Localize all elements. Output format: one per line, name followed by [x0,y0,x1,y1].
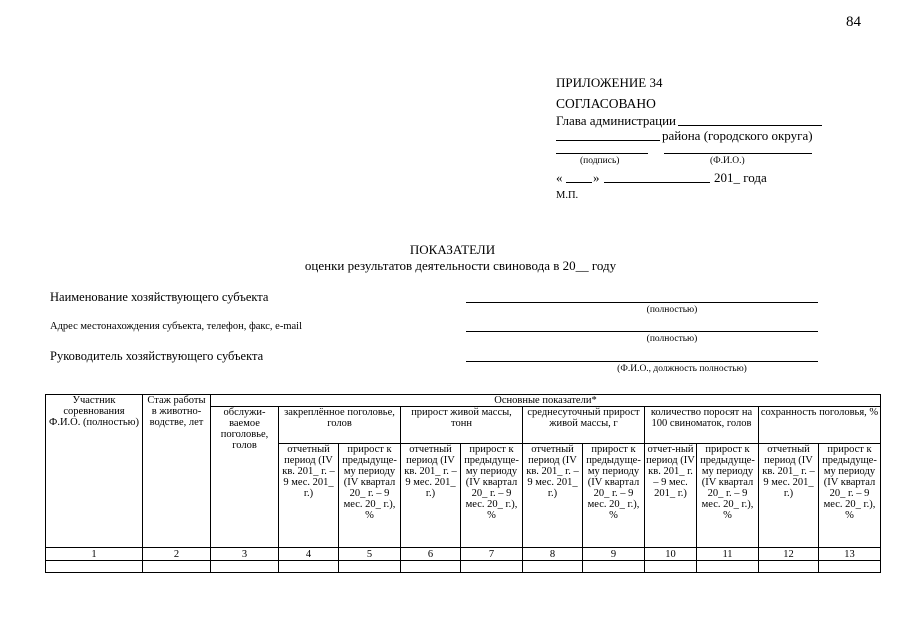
header-experience: Стаж работы в животно-водстве, лет [143,395,211,548]
seal-label: М.П. [556,190,579,201]
subheader-growth: прирост к предыдуще-му периоду (IV квартал 20_ г. – 9 мес. 20_ г.), % [697,444,759,548]
header-group-daily-gain: среднесуточный прирост живой массы, г [523,407,645,444]
header-main-indicators: Основные показатели* [211,395,881,407]
empty-cell [697,561,759,573]
fio-line [664,153,812,154]
column-number: 11 [697,548,759,561]
column-number: 7 [461,548,523,561]
empty-cell [523,561,583,573]
subheader-growth: прирост к предыдуще-му периоду (IV квартал 20_ г. – 9 мес. 20_ г.), % [583,444,645,548]
signature-hint: (подпись) [580,156,620,166]
head-line [466,361,818,362]
signature-line [556,153,648,154]
date-close-quote: » [593,170,600,185]
address-label: Адрес местонахождения субъекта, телефон, факс, e-mail [50,321,303,332]
subheader-reporting: отчетный период (IV кв. 201_ г. – 9 мес. 201_ г.) [279,444,339,548]
column-number: 10 [645,548,697,561]
empty-cell [461,561,523,573]
district-label: района (городского округа) [662,128,813,143]
column-number: 13 [819,548,881,561]
subheader-growth: прирост к предыдуще-му периоду (IV квартал 20_ г. – 9 мес. 20_ г.), % [819,444,881,548]
date-month-line [604,182,710,183]
empty-cell [401,561,461,573]
column-number: 4 [279,548,339,561]
entity-name-line [466,302,818,303]
subheader-reporting: отчет-ный период (IV кв. 201_ г. – 9 мес. 201_ г.) [645,444,697,548]
column-number: 2 [143,548,211,561]
subheader-growth: прирост к предыдуще-му периоду (IV квартал 20_ г. – 9 мес. 20_ г.), % [461,444,523,548]
head-hint: (Ф.И.О., должность полностью) [617,364,747,374]
column-number: 5 [339,548,401,561]
empty-cell [211,561,279,573]
empty-cell [645,561,697,573]
empty-cell [819,561,881,573]
header-group-piglets: количество поросят на 100 свиноматок, голов [645,407,759,444]
head-label: Руководитель хозяйствующего субъекта [50,349,264,363]
entity-name-hint: (полностью) [646,305,698,315]
empty-cell [46,561,143,573]
subheader-reporting: отчетный период (IV кв. 201_ г. – 9 мес. 201_ г.) [401,444,461,548]
district-line [556,140,660,141]
header-serviced: обслужи-ваемое поголовье, голов [211,407,279,548]
indicators-table [45,394,881,573]
head-admin-label: Глава администрации [556,113,677,128]
agreed-label: СОГЛАСОВАНО [556,96,656,111]
header-group-weight-gain: прирост живой массы, тонн [401,407,523,444]
document-subtitle: оценки результатов деятельности свиновода в 20__ году [304,258,617,273]
document-title: ПОКАЗАТЕЛИ [409,242,496,257]
column-number: 9 [583,548,645,561]
header-group-assigned: закреплённое поголовье, голов [279,407,401,444]
column-number: 1 [46,548,143,561]
fio-hint: (Ф.И.О.) [710,156,745,166]
head-admin-line [678,125,822,126]
column-number: 3 [211,548,279,561]
subheader-reporting: отчетный период (IV кв. 201_ г. – 9 мес. 201_ г.) [759,444,819,548]
subheader-growth: прирост к предыдуще-му периоду (IV квартал 20_ г. – 9 мес. 20_ г.), % [339,444,401,548]
date-day-line [566,182,592,183]
date-open-quote: « [556,170,563,185]
column-number: 6 [401,548,461,561]
empty-cell [583,561,645,573]
empty-cell [759,561,819,573]
column-number: 12 [759,548,819,561]
date-year: 201_ года [714,170,767,185]
empty-cell [143,561,211,573]
address-line [466,331,818,332]
header-group-safety: сохранность поголовья, % [759,407,881,444]
appendix-label: ПРИЛОЖЕНИЕ 34 [556,75,663,90]
subheader-reporting: отчетный период (IV кв. 201_ г. – 9 мес. 201_ г.) [523,444,583,548]
entity-name-label: Наименование хозяйствующего субъекта [50,290,269,304]
empty-cell [339,561,401,573]
address-hint: (полностью) [646,334,698,344]
page-number: 84 [846,14,861,30]
column-number: 8 [523,548,583,561]
empty-cell [279,561,339,573]
header-participant: Участник соревнования Ф.И.О. (полностью) [46,395,143,548]
